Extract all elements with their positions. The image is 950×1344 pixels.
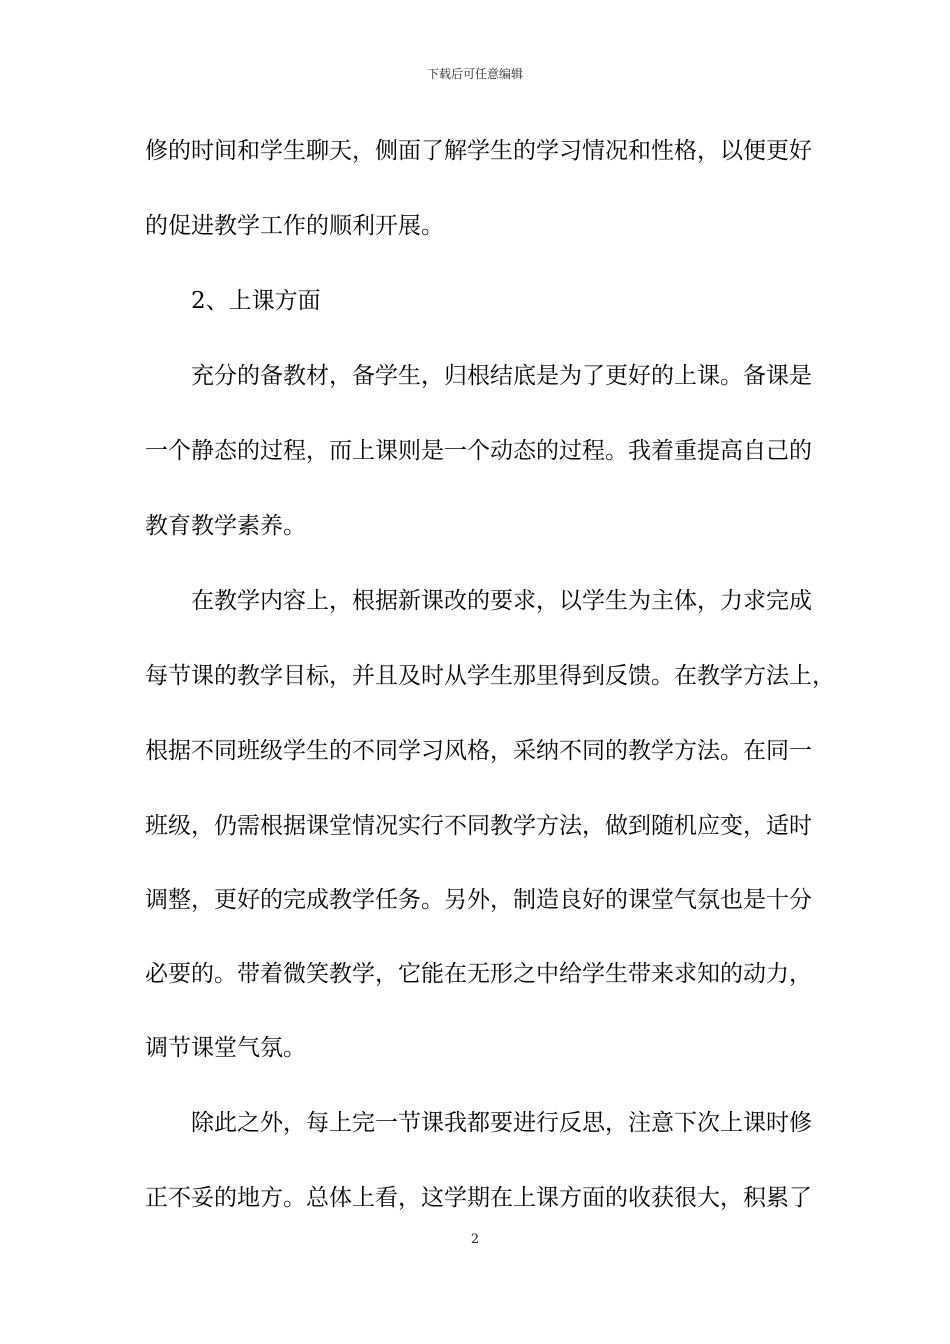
text-line: 班级，仍需根据课堂情况实行不同教学方法，做到随机应变，适时 bbox=[145, 813, 812, 839]
text-line: 调节课堂气氛。 bbox=[145, 1035, 306, 1061]
text-line: 除此之外，每上完一节课我都要进行反思，注意下次上课时修 bbox=[145, 1110, 812, 1136]
text-line: 在教学内容上，根据新课改的要求，以学生为主体，力求完成 bbox=[145, 588, 812, 614]
text-line: 一个静态的过程，而上课则是一个动态的过程。我着重提高自己的 bbox=[145, 438, 812, 464]
text-line: 的促进教学工作的顺利开展。 bbox=[145, 213, 444, 239]
text-line: 每节课的教学目标，并且及时从学生那里得到反馈。在教学方法上， bbox=[145, 663, 835, 689]
text-line: 充分的备教材，备学生，归根结底是为了更好的上课。备课是 bbox=[145, 363, 812, 389]
text-line: 修的时间和学生聊天，侧面了解学生的学习情况和性格，以便更好 bbox=[145, 138, 812, 164]
text-line: 正不妥的地方。总体上看，这学期在上课方面的收获很大，积累了 bbox=[145, 1185, 812, 1211]
page-number: 2 bbox=[470, 1232, 480, 1247]
text-line: 教育教学素养。 bbox=[145, 513, 306, 539]
section-heading: 2、上课方面 bbox=[145, 288, 321, 314]
text-line: 调整，更好的完成教学任务。另外，制造良好的课堂气氛也是十分 bbox=[145, 887, 812, 913]
text-line: 根据不同班级学生的不同学习风格，采纳不同的教学方法。在同一 bbox=[145, 738, 812, 764]
page-header: 下载后可任意编辑 bbox=[426, 67, 523, 81]
text-line: 必要的。带着微笑教学，它能在无形之中给学生带来求知的动力， bbox=[145, 961, 812, 987]
